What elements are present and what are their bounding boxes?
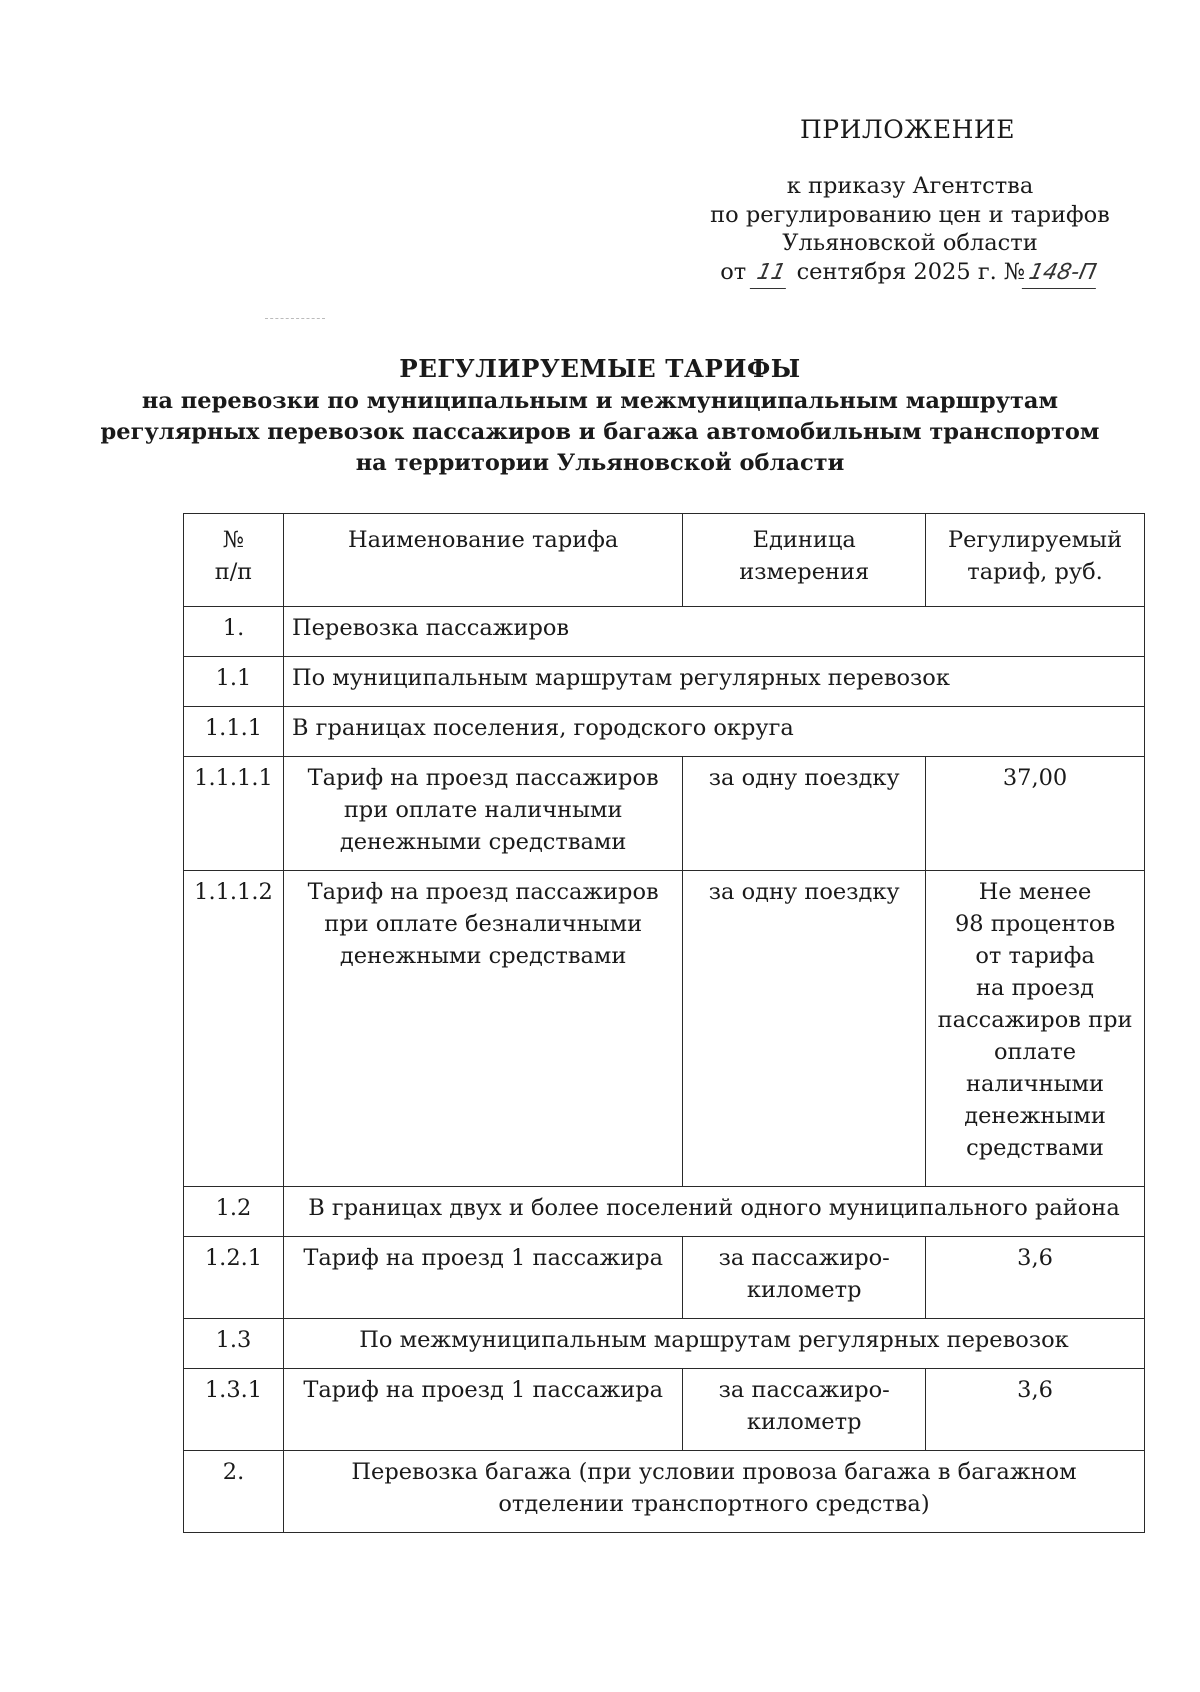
row-num: 1.1.1.2 [184, 871, 284, 1187]
tariff-name: Тариф на проезд пассажиров при оплате безналичными денежными средствами [283, 871, 682, 1187]
handwritten-day: 11 [750, 259, 792, 289]
row-num: 1.1 [184, 657, 284, 707]
tariff-unit: за пассажиро- километр [683, 1237, 926, 1319]
tariff-unit: за одну поездку [683, 871, 926, 1187]
header-num: № п/п [184, 514, 284, 607]
section-text: Перевозка пассажиров [283, 607, 1144, 657]
section-text: По межмуниципальным маршрутам регулярных перевозок [283, 1319, 1144, 1369]
table-row [184, 1237, 1145, 1319]
section-text: В границах поселения, городского округа [283, 707, 1144, 757]
row-num: 1.3.1 [184, 1369, 284, 1451]
table-row [184, 1451, 1145, 1533]
order-line-3: Ульяновской области [782, 230, 1038, 256]
row-num: 2. [184, 1451, 284, 1533]
order-date-line [720, 258, 1099, 289]
tariff-value: Не менее 98 процентов от тарифа на проезд пассажиров при оплате наличными денежными средствами [926, 871, 1145, 1187]
date-prefix: от [720, 258, 747, 285]
tariff-name: Тариф на проезд пассажиров при оплате наличными денежными средствами [283, 757, 682, 871]
section-text: Перевозка багажа (при условии провоза багажа в багажном отделении транспортного средства) [283, 1451, 1144, 1533]
tariff-value: 37,00 [926, 757, 1145, 871]
section-text: В границах двух и более поселений одного муниципального района [283, 1187, 1144, 1237]
row-num: 1. [184, 607, 284, 657]
tariff-unit: за пассажиро- километр [683, 1369, 926, 1451]
title-main: РЕГУЛИРУЕМЫЕ ТАРИФЫ [399, 354, 801, 383]
handwritten-order-number: 148-П [1022, 259, 1103, 289]
title-line-1: на перевозки по муниципальным и межмуниципальным маршрутам [141, 388, 1059, 414]
scan-mark [265, 318, 325, 321]
table-row [184, 757, 1145, 871]
table-header-row [184, 514, 1145, 607]
tariff-value: 3,6 [926, 1369, 1145, 1451]
header-name: Наименование тарифа [283, 514, 682, 607]
order-reference [680, 172, 1140, 288]
table-row [184, 1319, 1145, 1369]
title-line-3: на территории Ульяновской области [355, 450, 845, 476]
table-row [184, 871, 1145, 1187]
order-line-1: к приказу Агентства [786, 173, 1034, 199]
table-row [184, 1187, 1145, 1237]
table-row [184, 607, 1145, 657]
tariffs-table [183, 513, 1145, 1533]
row-num: 1.3 [184, 1319, 284, 1369]
document-title [60, 352, 1140, 479]
title-line-2: регулярных перевозок пассажиров и багажа автомобильным транспортом [100, 419, 1100, 445]
table-row [184, 1369, 1145, 1451]
tariff-name: Тариф на проезд 1 пассажира [283, 1237, 682, 1319]
row-num: 1.2 [184, 1187, 284, 1237]
date-rest: сентября 2025 г. № [796, 258, 1026, 285]
appendix-title: ПРИЛОЖЕНИЕ [800, 115, 1015, 144]
table-row [184, 657, 1145, 707]
row-num: 1.1.1.1 [184, 757, 284, 871]
header-unit: Единица измерения [683, 514, 926, 607]
table-row [184, 707, 1145, 757]
row-num: 1.1.1 [184, 707, 284, 757]
tariff-value: 3,6 [926, 1237, 1145, 1319]
row-num: 1.2.1 [184, 1237, 284, 1319]
tariff-name: Тариф на проезд 1 пассажира [283, 1369, 682, 1451]
tariff-unit: за одну поездку [683, 757, 926, 871]
section-text: По муниципальным маршрутам регулярных перевозок [283, 657, 1144, 707]
header-tariff: Регулируемый тариф, руб. [926, 514, 1145, 607]
order-line-2: по регулированию цен и тарифов [710, 201, 1110, 228]
